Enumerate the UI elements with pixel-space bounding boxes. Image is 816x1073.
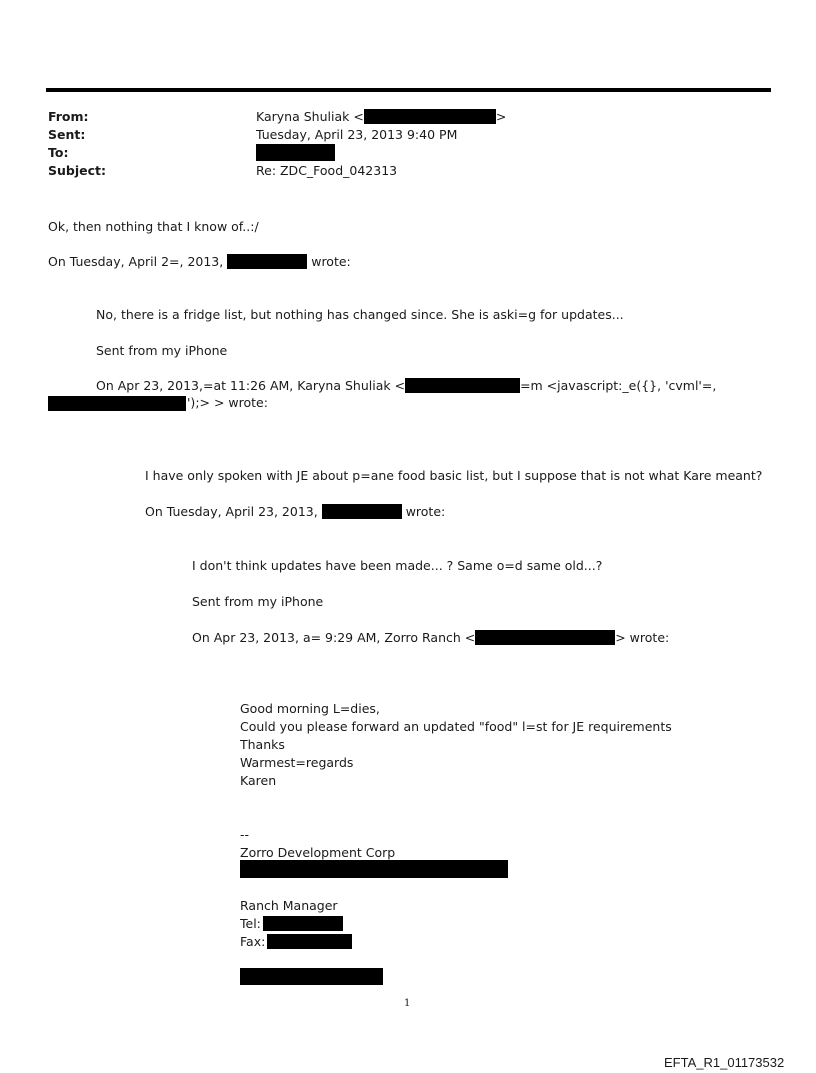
original-line-3: Thanks [240,737,285,752]
quote-header-3-pre: On Tuesday, April 23, 2013, [145,504,318,519]
signature-tel [240,916,343,932]
redaction [405,378,520,393]
from-value [256,109,506,125]
original-line-1: Good morning L=dies, [240,701,380,716]
quote-header-2 [96,378,716,394]
quote-header-2-pre: On Apr 23, 2013,=at 11:26 AM, Karyna Shuliak < [96,378,406,393]
quoted-text-2: No, there is a fridge list, but nothing has changed since. She is aski=g for updates... [96,307,624,322]
quote-header-4-pre: On Apr 23, 2013, a= 9:29 AM, Zorro Ranch < [192,630,476,645]
original-line-4: Warmest=regards [240,755,354,770]
from-label: From: [48,109,89,124]
tel-label: Tel: [240,916,261,931]
signature-title: Ranch Manager [240,898,338,913]
redaction [322,504,402,519]
redaction [475,630,615,645]
from-name: Karyna Shuliak < [256,109,364,124]
quote-header-2-mid: =m <javascript:_e({}, 'cvml'=, [520,378,717,393]
to-label: To: [48,145,69,160]
to-redaction [256,144,335,161]
subject-label: Subject: [48,163,106,178]
quote-header-1-post: wrote: [311,254,351,269]
from-close: > [495,109,507,124]
page-number: 1 [404,998,411,1009]
quote-header-1 [48,254,351,270]
redaction [267,934,352,949]
redaction [48,396,186,411]
quote-header-1-pre: On Tuesday, April 2=, 2013, [48,254,224,269]
signature-company: Zorro Development Corp [240,845,396,860]
redaction [240,860,508,878]
header-rule [46,88,771,92]
signature-dash: -- [240,827,250,842]
sent-from-iphone-4: Sent from my iPhone [192,594,324,609]
quote-header-3 [145,504,445,520]
subject-value: Re: ZDC_Food_042313 [256,163,398,178]
sent-value: Tuesday, April 23, 2013 9:40 PM [256,127,458,142]
redaction [263,916,343,931]
document-id: EFTA_R1_01173532 [664,1055,785,1070]
quote-header-2-end: ');> > wrote: [187,395,268,410]
sent-label: Sent: [48,127,86,142]
signature-fax [240,934,352,950]
quote-header-4 [192,630,669,646]
quoted-text-4: I don't think updates have been made... ? Same o=d same old...? [192,558,603,573]
original-line-5: Karen [240,773,277,788]
quote-header-3-post: wrote: [405,504,446,519]
sent-from-iphone-2: Sent from my iPhone [96,343,228,358]
original-line-2: Could you please forward an updated "food" l=st for JE requirements [240,719,672,734]
redaction [227,254,307,269]
redaction [364,109,496,124]
quoted-text-3: I have only spoken with JE about p=ane food basic list, but I suppose that is not what Kare meant? [145,468,763,483]
quote-header-4-post: > wrote: [615,630,670,645]
fax-label: Fax: [240,934,266,949]
reply-line: Ok, then nothing that I know of..:/ [48,219,259,234]
redaction [240,968,383,985]
